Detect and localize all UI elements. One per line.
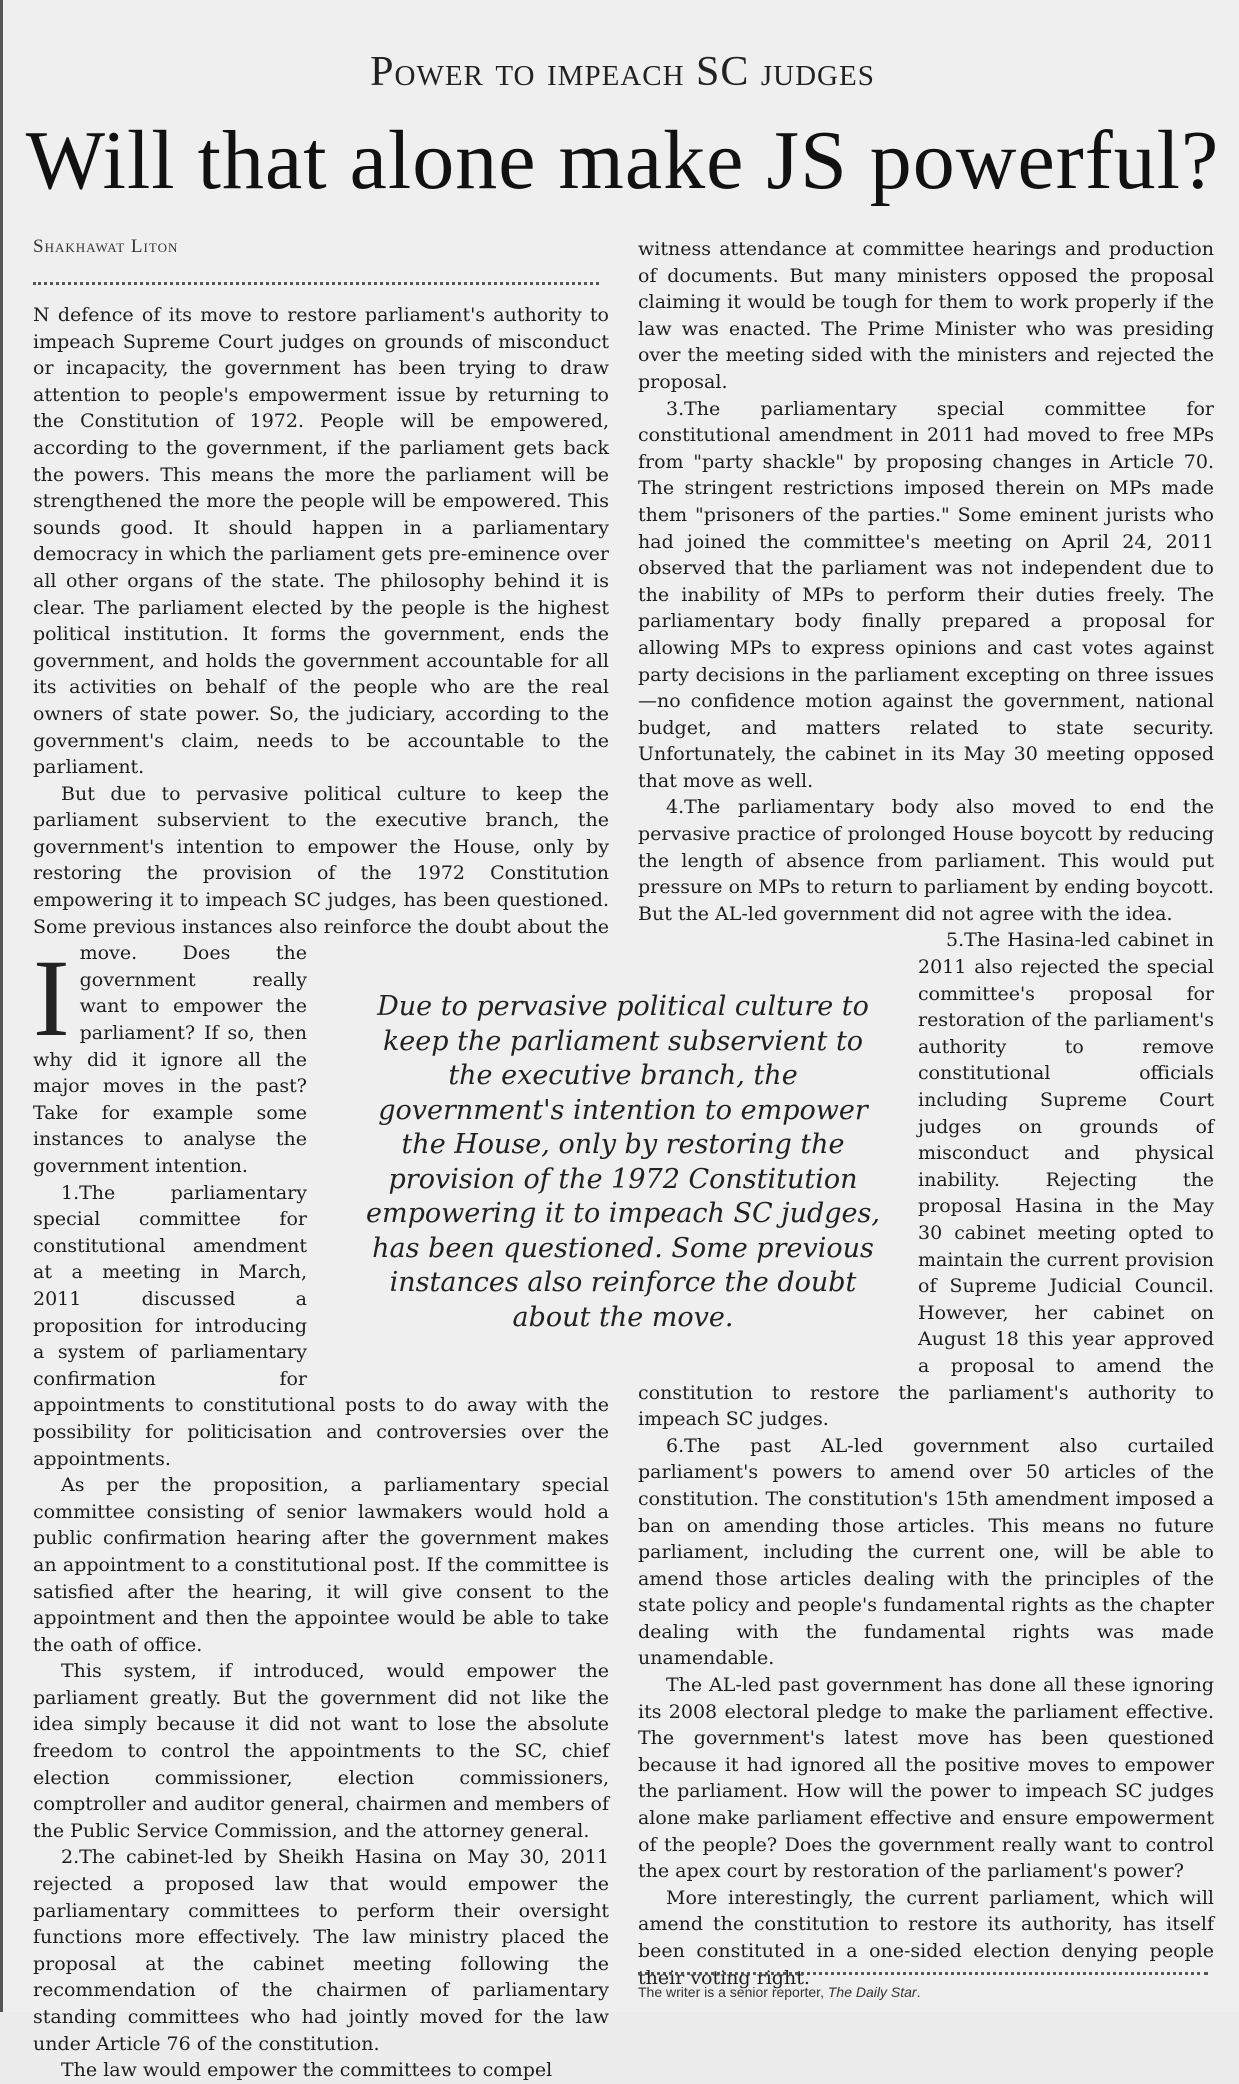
paragraph: 5.The Hasina-led cabinet in 2011 also rejected the special committee's proposal for restoration of the parliament's authority to remove constitutional officials including Supreme Court judges on grounds of misconduct and physical inability. Rejecting the proposal Hasina in the May 30 cabinet meeting opted to maintain the current provision of Supreme Judicial Council. However, her cabinet on August 18 this year approved a proposal to amend the constitution to restore the parliament's authority to impeach SC judges.: [638, 929, 1214, 1431]
paragraph: But due to pervasive political culture to keep the parliament subservient to the executive branch, the government's intention to empower the House, only by restoring the provision of the 1972 Constitution empowering it to impeach SC judges, has been questioned. Some previous instances also reinforce the doubt about the move. Does the government really want to empower the parliament? If so, then why did it ignore all the major moves in the past? Take for example some instances to analyse the government intention.: [33, 782, 609, 1177]
pull-quote: Due to pervasive political culture to keep the parliament subservient to the executive branch, the government's intention to empower the House, only by restoring the provision of the 1972 Constitution empowering it to impeach SC judges, has been questioned. Some previous instances also reinforce the doubt about the move.: [366, 991, 880, 1333]
paragraph: More interestingly, the current parliament, which will amend the constitution to restore its authority, has itself been constituted in a one-sided election denying people their voting right.: [638, 1886, 1214, 1989]
paragraph: The law would empower the committees to compel: [61, 2059, 553, 2082]
paragraph: 1.The parliamentary special committee for constitutional amendment at a meeting in March, 2011 discussed a proposition for introducing a system of parliamentary confirmation for appointments to constitutional posts to do away with the possibility for politicisation and controversies over the appointments.: [33, 1181, 609, 1470]
byline-divider: [33, 282, 599, 285]
dropcap: I: [33, 937, 70, 1059]
paragraph: 3.The parliamentary special committee for constitutional amendment in 2011 had moved to free MPs from "party shackle" by proposing changes in Article 70. The stringent restrictions imposed therein on MPs made them "prisoners of the parties." Some eminent jurists who had joined the committee's meeting on April 24, 2011 observed that the parliament was not independent due to the inability of MPs to perform their duties freely. The parliamentary body finally prepared a proposal for allowing MPs to express opinions and cast votes against party decisions in the parliament excepting on three issues—no confidence motion against the government, national budget, and matters related to state security. Unfortunately, the cabinet in its May 30 meeting opposed that move as well.: [638, 397, 1214, 792]
paragraph: 2.The cabinet-led by Sheikh Hasina on May 30, 2011 rejected a proposed law that would empower the parliamentary committees to perform their oversight functions more effectively. The law ministry placed the proposal at the cabinet meeting following the recommendation of the chairmen of parliamentary standing committees who had jointly moved for the law under Article 76 of the constitution.: [33, 1846, 609, 2055]
paragraph: I N defence of its move to restore parliament's authority to impeach Supreme Court judges on grounds of misconduct or incapacity, the government has been trying to draw attention to people's empowerment issue by returning to the Constitution of 1972. People will be empowered, according to the government, if the parliament gets back the powers. This means the more the parliament will be strengthened the more the people will be empowered. This sounds good. It should happen in a parliamentary democracy in which the parliament gets pre-eminence over all other organs of the state. The philosophy behind it is clear. The parliament elected by the people is the highest political institution. It forms the government, ends the government, and holds the government accountable for all its activities on behalf of the people who are the real owners of state power. So, the judiciary, according to the government's claim, needs to be accountable to the parliament.: [33, 304, 609, 1059]
author-credit: The writer is a senior reporter, The Daily Star.: [638, 1984, 921, 2000]
paragraph: As per the proposition, a parliamentary special committee consisting of senior lawmakers would hold a public confirmation hearing after the government makes an appointment to a constitutional post. If the committee is satisfied after the hearing, it will give consent to the appointment and then the appointee would be able to take the oath of office.: [33, 1474, 609, 1656]
paragraph: This system, if introduced, would empower the parliament greatly. But the government did not like the idea simply because it did not want to lose the absolute freedom to control the appointments to the SC, chief election commissioner, election commissioners, comptroller and auditor general, chairmen and members of the Public Service Commission, and the attorney general.: [33, 1660, 609, 1842]
paragraph: 4.The parliamentary body also moved to end the pervasive practice of prolonged House boycott by reducing the length of absence from parliament. This would put pressure on MPs to return to parliament by ending boycott. But the AL-led government did not agree with the idea.: [638, 796, 1214, 925]
paragraph: witness attendance at committee hearings and production of documents. But many ministers opposed the proposal claiming it would be tough for them to work properly if the law was enacted. The Prime Minister who was presiding over the meeting sided with the ministers and rejected the proposal.: [638, 238, 1214, 393]
paragraph: The AL-led past government has done all these ignoring its 2008 electoral pledge to make the parliament effective. The government's latest move has been questioned because it had ignored all the positive moves to empower the parliament. How will the power to impeach SC judges alone make parliament effective and ensure empowerment of the people? Does the government really want to control the apex court by restoration of the parliament's power?: [638, 1674, 1214, 1883]
kicker: Power to impeach SC judges: [370, 49, 875, 95]
byline: Shakhawat Liton: [33, 236, 179, 257]
paragraph: 6.The past AL-led government also curtailed parliament's powers to amend over 50 articles of the constitution. The constitution's 15th amendment imposed a ban on amending those articles. This means no future parliament, including the current one, will be able to amend those articles dealing with the principles of the state policy and people's fundamental rights as the chapter dealing with the fundamental rights was made unamendable.: [638, 1434, 1214, 1670]
newspaper-name: The Daily Star: [827, 1984, 917, 2000]
credit-divider: [638, 1972, 1208, 1975]
headline: Will that alone make JS powerful?: [25, 114, 1220, 207]
